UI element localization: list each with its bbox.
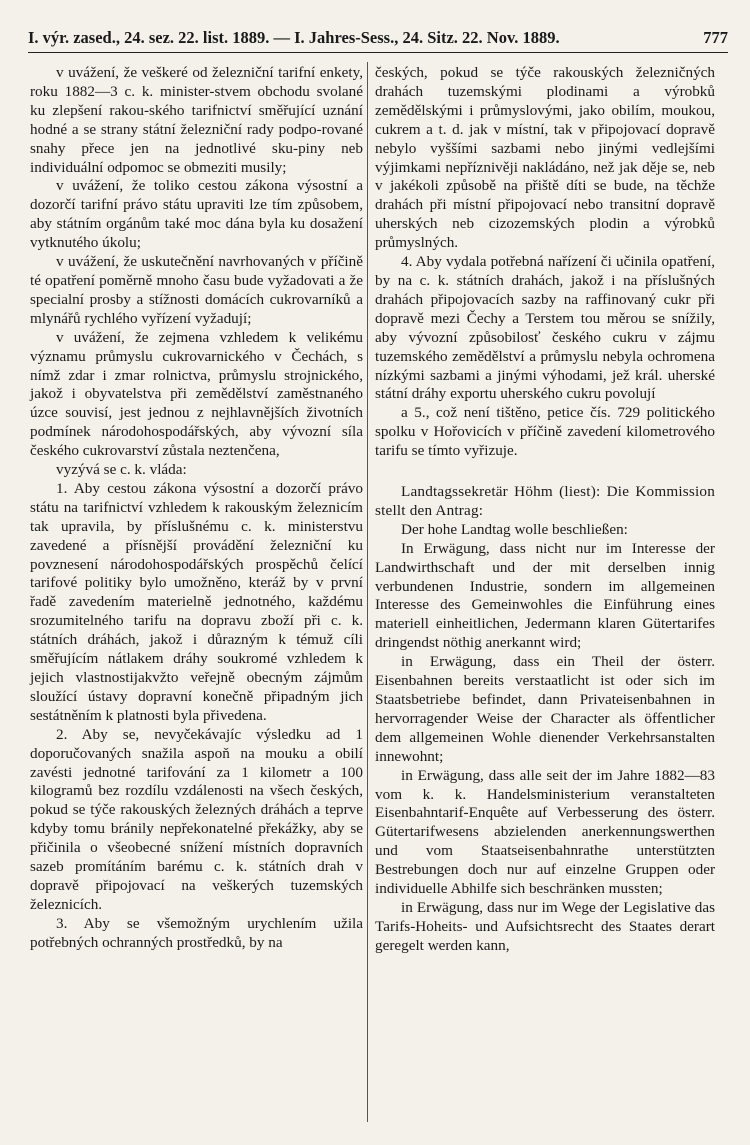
paragraph: 3. Aby se všemožným urychlením užila potřebných ochranných prostředků, by na [30, 914, 363, 951]
paragraph: In Erwägung, dass nicht nur im Interesse der Landwirthschaft und der mit derselben innig verbundenen Industrie, sondern im allgemeinen Interesse des Gemeinwohles die Einführung eines materiell einheitlichen, Jedermann klaren Gütertarifes dringendst nöthig anerkannt wird; [375, 539, 715, 652]
header-title: I. výr. zased., 24. sez. 22. list. 1889. — I. Jahres-Sess., 24. Sitz. 22. Nov. 1889. [28, 28, 560, 47]
paragraph: in Erwägung, dass nur im Wege der Legislative das Tarifs-Hoheits- und Aufsichtsrecht des Staates derart geregelt werden kann, [375, 898, 715, 954]
paragraph: českých, pokud se týče rakouských železničných drahách tuzemskými plodinami a výrobků zemědělskými i průmyslovými, jako obilím, moukou, cukrem a t. d. jak v místní, tak v připojovací dopravě nebylo vyššími sazbami nebo jinými vedlejšími výjimkami nepříznivěji nakládáno, než jak děje se, neb v jakékoli způsobě na přiště díti se bude, na těchže drahách při místní připojovací nebo transitní dopravě uherských neb cizozemských plodin a výrobků průmyslných. [375, 64, 715, 252]
paragraph: v uvážení, že veškeré od železniční tarifní enkety, roku 1882—3 c. k. minister-stvem obchodu svolané ku zlepšení rakou-ského tarifnictví směřující uznání hodné a se strany státní železniční rady podpo-rované snahy přece jen na jednotlivé sku-piny neb individuální odpomoc se obmeziti musily; [30, 64, 363, 176]
paragraph: 1. Aby cestou zákona výsostní a dozorčí právo státu na tarifnictví vzhledem k rakouským železnicím tak upravila, by příslušnému c. k. ministerstvu zavedené a přísnější provádění železniční ku povznesení národohospodářských prospěchů čelící tarifové politiky bylo umožněno, kteráž by v první řadě zavedením materielně jednotného, každému srozumitelného tarifu na dopravu zboží při c. k. státních dráhách, jakož i důrazným k témuž cíli směřujícím nátlakem dráhy soukromé vzhledem k jejich vlastnostijakvžto veřejně obecným zájmům sloužící ústavy dopravní konečně připadným jich sestátněním k platnosti byla přivedena. [30, 479, 363, 724]
page-header [28, 26, 728, 53]
paragraph: v uvážení, že zejmena vzhledem k velikému významu průmyslu cukrovarnického v Čechách, s nímž zdar i zmar rolnictva, průmyslu strojnického, jakož i obyvatelstva při zemědělství zaměstnaného úzce souvisí, jest jednou z nejhlavnějších životních podmínek národohospodářských, aby vývozní síla českého cukrovarství zůstala neztenčena, [30, 328, 363, 460]
speaker-paragraph: Landtagssekretär Höhm (liest): Die Kommission stellt den Antrag: [375, 483, 715, 519]
column-divider [367, 62, 368, 1122]
paragraph: v uvážení, že uskutečnění navrhovaných v příčině té opatření poměrně mnoho času bude vyžadovati a že specialní prosby a stížnosti domácích cukrovarníků a mlynářů rychlého vyřízení vyžadují; [30, 253, 363, 327]
paragraph: in Erwägung, dass alle seit der im Jahre 1882—83 vom k. k. Handelsministerium veranstalteten Eisenbahntarif-Enquête auf Verbesserung des österr. Gütertarifwesens abzielenden anerkennungswerthen und vom Staatseisenbahnrathe unterstützten Bestrebungen doch nur auf einzelne Gruppen oder individuelle Abhilfe sich beschränken mussten; [375, 766, 715, 898]
paragraph: in Erwägung, dass ein Theil der österr. Eisenbahnen bereits verstaatlicht ist oder sich im Staatsbetriebe befindet, dann Privateisenbahnen in hervorragender Weise der Character als öffentlicher dem allgemeinen Wohle dienender Verkehrsanstalten innewohnt; [375, 653, 715, 765]
paragraph: 4. Aby vydala potřebná nařízení či učinila opatření, by na c. k. státních drahách, jakož i na příslušných drahách připojovacích sazby na raffinovaný cukr při dopravě mezi Čechy a Terstem tou měrou se snížily, aby vývozní způsobilosť českého cukru v zájmu tuzemského zemědělství a průmyslu nebyla ochromena nízkými sazbami a jinými výhodami, jež král. uherské státní dráhy exportu uherského cukru povolují [375, 253, 715, 403]
left-column [30, 64, 363, 953]
right-column [375, 64, 715, 956]
page-number: 777 [703, 28, 728, 47]
paragraph: v uvážení, že toliko cestou zákona výsostní a dozorčí tarifní právo státu upraviti lze tím způsobem, aby státním orgánům také moc dána byla ku dosažení vytknutého úkolu; [30, 177, 363, 252]
paragraph: a 5., což není tištěno, petice čís. 729 politického spolku v Hořovicích v příčině zavedení kilometrového tarifu se tímto vyřizuje. [375, 404, 715, 460]
paragraph: Der hohe Landtag wolle beschließen: [401, 520, 628, 538]
paragraph: 2. Aby se, nevyčekávajíc výsledku ad 1 doporučovaných snažila aspoň na mouku a obilí zavésti jednotné tarifování za 1 kilometr a 100 kilogramů bez rozdílu vzdálenosti na všech českých, pokud se týče rakouských železných dráhách a teprve kdyby tomu bránily nepřekonatelné překážky, aby se přičinila o všeobecné snížení místních dopravních sazeb promítáním barému c. k. státních drah v dopravě připojovací na veškerých tuzemských železnicích. [30, 725, 363, 913]
paragraph: vyzývá se c. k. vláda: [56, 461, 187, 479]
